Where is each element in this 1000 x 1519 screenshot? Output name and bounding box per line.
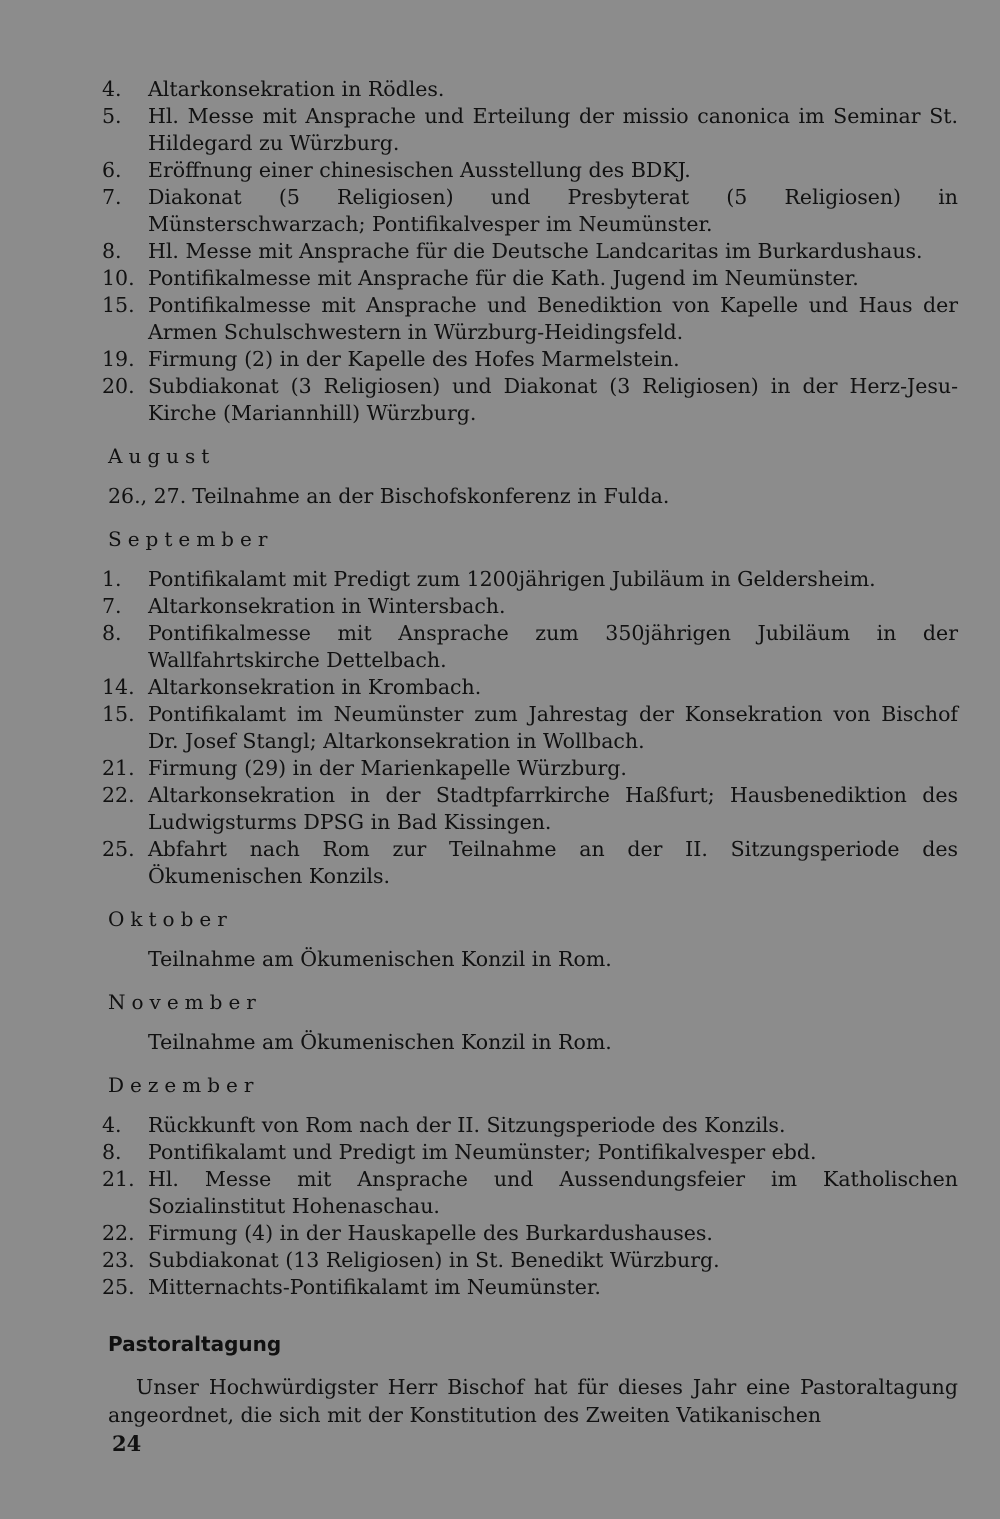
dezember-entries (102, 1112, 958, 1301)
entry-text: Pontifikalmesse mit Ansprache für die Kath. Jugend im Neumünster. (148, 266, 859, 290)
entry-text: Pontifikalmesse mit Ansprache und Benediktion von Kapelle und Haus der Armen Schulschwestern in Würzburg-Heidingsfeld. (148, 293, 958, 344)
entry-number: 8. (102, 621, 122, 645)
entry-item (102, 1139, 958, 1166)
entry-item (102, 1220, 958, 1247)
entry-item (102, 755, 958, 782)
july-entries (102, 76, 958, 427)
entry-number: 15. (102, 702, 135, 726)
entry-item (102, 836, 958, 890)
entry-item (102, 1247, 958, 1274)
entry-text: Teilnahme an der Bischofskonferenz in Fulda. (192, 484, 670, 508)
entry-text: Mitternachts-Pontifikalamt im Neumünster. (148, 1275, 601, 1299)
month-heading-august: August (108, 444, 216, 468)
entry-number: 19. (102, 347, 135, 371)
entry-number: 26., 27. (108, 484, 187, 508)
entry-number: 14. (102, 675, 135, 699)
november-entries (108, 1029, 958, 1056)
entry-number: 10. (102, 266, 135, 290)
entry-number: 25. (102, 1275, 135, 1299)
entry-text: Altarkonsekration in Krombach. (148, 675, 482, 699)
entry-text: Altarkonsekration in der Stadtpfarrkirche Haßfurt; Hausbenediktion des Ludwigsturms DPSG in Bad Kissingen. (148, 783, 958, 834)
entry-text: Hl. Messe mit Ansprache für die Deutsche Landcaritas im Burkardushaus. (148, 239, 923, 263)
entry-number: 23. (102, 1248, 135, 1272)
entry-number: 6. (102, 158, 122, 182)
entry-item (102, 1274, 958, 1301)
entry-number: 15. (102, 293, 135, 317)
entry-item (102, 265, 958, 292)
entry-item (102, 157, 958, 184)
entry-text: Subdiakonat (13 Religiosen) in St. Benedikt Würzburg. (148, 1248, 720, 1272)
entry-number: 22. (102, 783, 135, 807)
entry-item (102, 238, 958, 265)
entry-number: 22. (102, 1221, 135, 1245)
entry-number: 5. (102, 104, 122, 128)
pastoral-paragraph: Unser Hochwürdigster Herr Bischof hat für dieses Jahr eine Pastoraltagung angeordnet, die sich mit der Konstitution des Zweiten Vatikanischen (108, 1375, 958, 1427)
entry-item (108, 483, 958, 510)
entry-number: 21. (102, 1167, 135, 1191)
entry-number: 4. (102, 77, 122, 101)
september-entries (102, 566, 958, 890)
entry-text: Diakonat (5 Religiosen) und Presbyterat (5 Religiosen) in Münsterschwarzach; Pontifikalvesper im Neumünster. (148, 185, 958, 236)
entry-item (102, 103, 958, 157)
entry-text: Firmung (29) in der Marienkapelle Würzburg. (148, 756, 627, 780)
entry-text: Altarkonsekration in Rödles. (148, 77, 445, 101)
entry-number: 8. (102, 239, 122, 263)
entry-item (102, 782, 958, 836)
document-content (102, 76, 958, 1429)
entry-number: 25. (102, 837, 135, 861)
entry-text: Eröffnung einer chinesischen Ausstellung des BDKJ. (148, 158, 691, 182)
month-heading-november: November (108, 990, 262, 1014)
entry-text: Pontifikalamt und Predigt im Neumünster; Pontifikalvesper ebd. (148, 1140, 817, 1164)
month-heading-oktober: Oktober (108, 907, 233, 931)
entry-text: Firmung (2) in der Kapelle des Hofes Marmelstein. (148, 347, 680, 371)
entry-text: Hl. Messe mit Ansprache und Erteilung der missio canonica im Seminar St. Hildegard zu Würzburg. (148, 104, 958, 155)
entry-number: 20. (102, 374, 135, 398)
section-heading-pastoraltagung: Pastoraltagung (108, 1332, 282, 1356)
entry-number: 4. (102, 1113, 122, 1137)
month-heading-september: September (108, 527, 274, 551)
august-entries (108, 483, 958, 510)
entry-item (102, 184, 958, 238)
entry-number: 1. (102, 567, 122, 591)
entry-item (102, 674, 958, 701)
entry-text: Hl. Messe mit Ansprache und Aussendungsfeier im Katholischen Sozialinstitut Hohenaschau. (148, 1167, 958, 1218)
entry-number: 7. (102, 594, 122, 618)
entry-text: Firmung (4) in der Hauskapelle des Burkardushauses. (148, 1221, 713, 1245)
entry-text: Abfahrt nach Rom zur Teilnahme an der II. Sitzungsperiode des Ökumenischen Konzils. (148, 837, 958, 888)
entry-number: 21. (102, 756, 135, 780)
entry-item (102, 701, 958, 755)
entry-text: Pontifikalmesse mit Ansprache zum 350jährigen Jubiläum in der Wallfahrtskirche Dettelbach. (148, 621, 958, 672)
entry-item (102, 292, 958, 346)
entry-item (102, 373, 958, 427)
entry-text: Pontifikalamt im Neumünster zum Jahrestag der Konsekration von Bischof Dr. Josef Stangl; Altarkonsekration in Wollbach. (148, 702, 958, 753)
month-heading-dezember: Dezember (108, 1073, 260, 1097)
entry-item (102, 76, 958, 103)
entry-item (102, 346, 958, 373)
entry-text: Teilnahme am Ökumenischen Konzil in Rom. (148, 947, 612, 971)
entry-number: 7. (102, 185, 122, 209)
entry-number: 8. (102, 1140, 122, 1164)
entry-text: Pontifikalamt mit Predigt zum 1200jährigen Jubiläum in Geldersheim. (148, 567, 876, 591)
entry-text: Subdiakonat (3 Religiosen) und Diakonat (3 Religiosen) in der Herz-Jesu-Kirche (Mariannhill) Würzburg. (148, 374, 958, 425)
entry-item (102, 1112, 958, 1139)
entry-text: Altarkonsekration in Wintersbach. (148, 594, 506, 618)
entry-item (102, 1166, 958, 1220)
entry-item (102, 620, 958, 674)
entry-item (102, 566, 958, 593)
oktober-entries (108, 946, 958, 973)
entry-text: Teilnahme am Ökumenischen Konzil in Rom. (148, 1030, 612, 1054)
entry-text: Rückkunft von Rom nach der II. Sitzungsperiode des Konzils. (148, 1113, 786, 1137)
entry-item (102, 593, 958, 620)
page-number: 24 (112, 1431, 142, 1456)
